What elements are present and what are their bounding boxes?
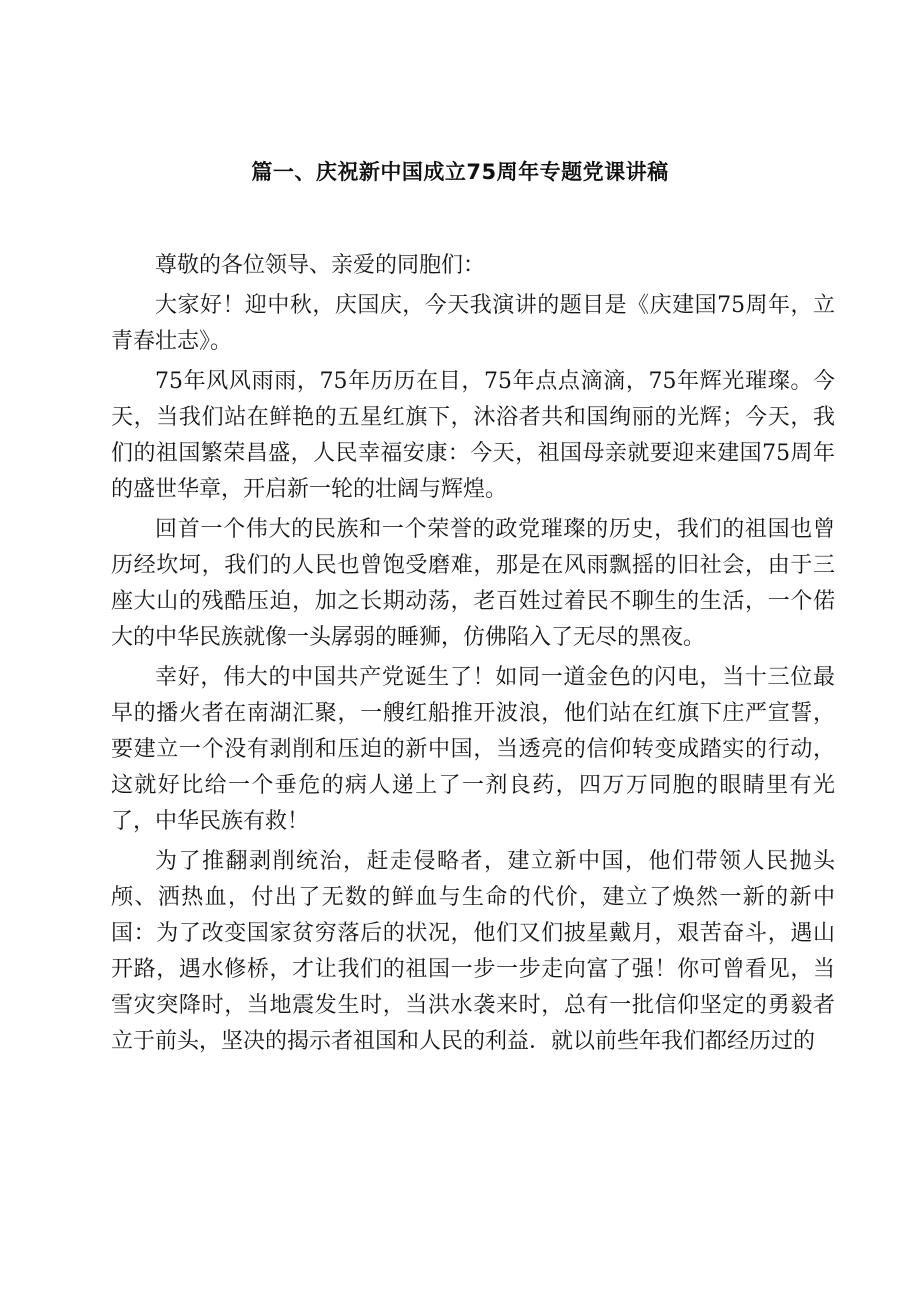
paragraph-new-china: 为了推翻剥削统治，赶走侵略者，建立新中国，他们带领人民抛头颅、洒热血，付出了无数的鲜血与生命的代价，建立了焕然一新的新中国：为了改变国家贫穷落后的状况，他们又们披星戴月，艰苦奋斗，遇山开路，遇水修桥，才让我们的祖国一步一步走向富了强！你可曾看见，当雪灾突降时，当地震发生时，当洪水袭来时，总有一批信仰坚定的勇毅者立于前头，坚决的揭示者祖国和人民的利益．就以前些年我们都经历过的: [111, 849, 835, 1054]
paragraph-greeting: 大家好！迎中秋，庆国庆，今天我演讲的题目是《庆建国75周年，立青春壮志》。: [111, 293, 835, 354]
paragraph-salutation: 尊敬的各位领导、亲爱的同胞们：: [155, 253, 486, 278]
paragraph-party-founding: 幸好，伟大的中国共产党诞生了！如同一道金色的闪电，当十三位最早的播火者在南湖汇聚，一艘红船推开波浪，他们站在红旗下庄严宣誓，要建立一个没有剥削和压迫的新中国，当透亮的信仰转变成踏实的行动，这就好比给一个垂危的病人递上了一剂良药，四万万同胞的眼睛里有光了，中华民族有救！: [111, 665, 835, 834]
paragraph-history: 回首一个伟大的民族和一个荣誉的政党璀璨的历史，我们的祖国也曾历经坎坷，我们的人民也曾饱受磨难，那是在风雨飘摇的旧社会，由于三座大山的残酷压迫，加之长期动荡，老百姓过着民不聊生的生活，一个偌大的中华民族就像一头孱弱的睡狮，仿佛陷入了无尽的黑夜。: [111, 517, 835, 650]
paragraph-75-years: 75年风风雨雨，75年历历在目，75年点点滴滴，75年辉光璀璨。今天，当我们站在鲜艳的五星红旗下，沐浴者共和国绚丽的光辉；今天，我们的祖国繁荣昌盛，人民幸福安康：今天，祖国母亲就要迎来建国75周年的盛世华章，开启新一轮的壮阔与辉煌。: [111, 369, 835, 502]
document-title: 篇一、庆祝新中国成立75周年专题党课讲稿: [251, 160, 669, 184]
document-body: [111, 248, 835, 1064]
